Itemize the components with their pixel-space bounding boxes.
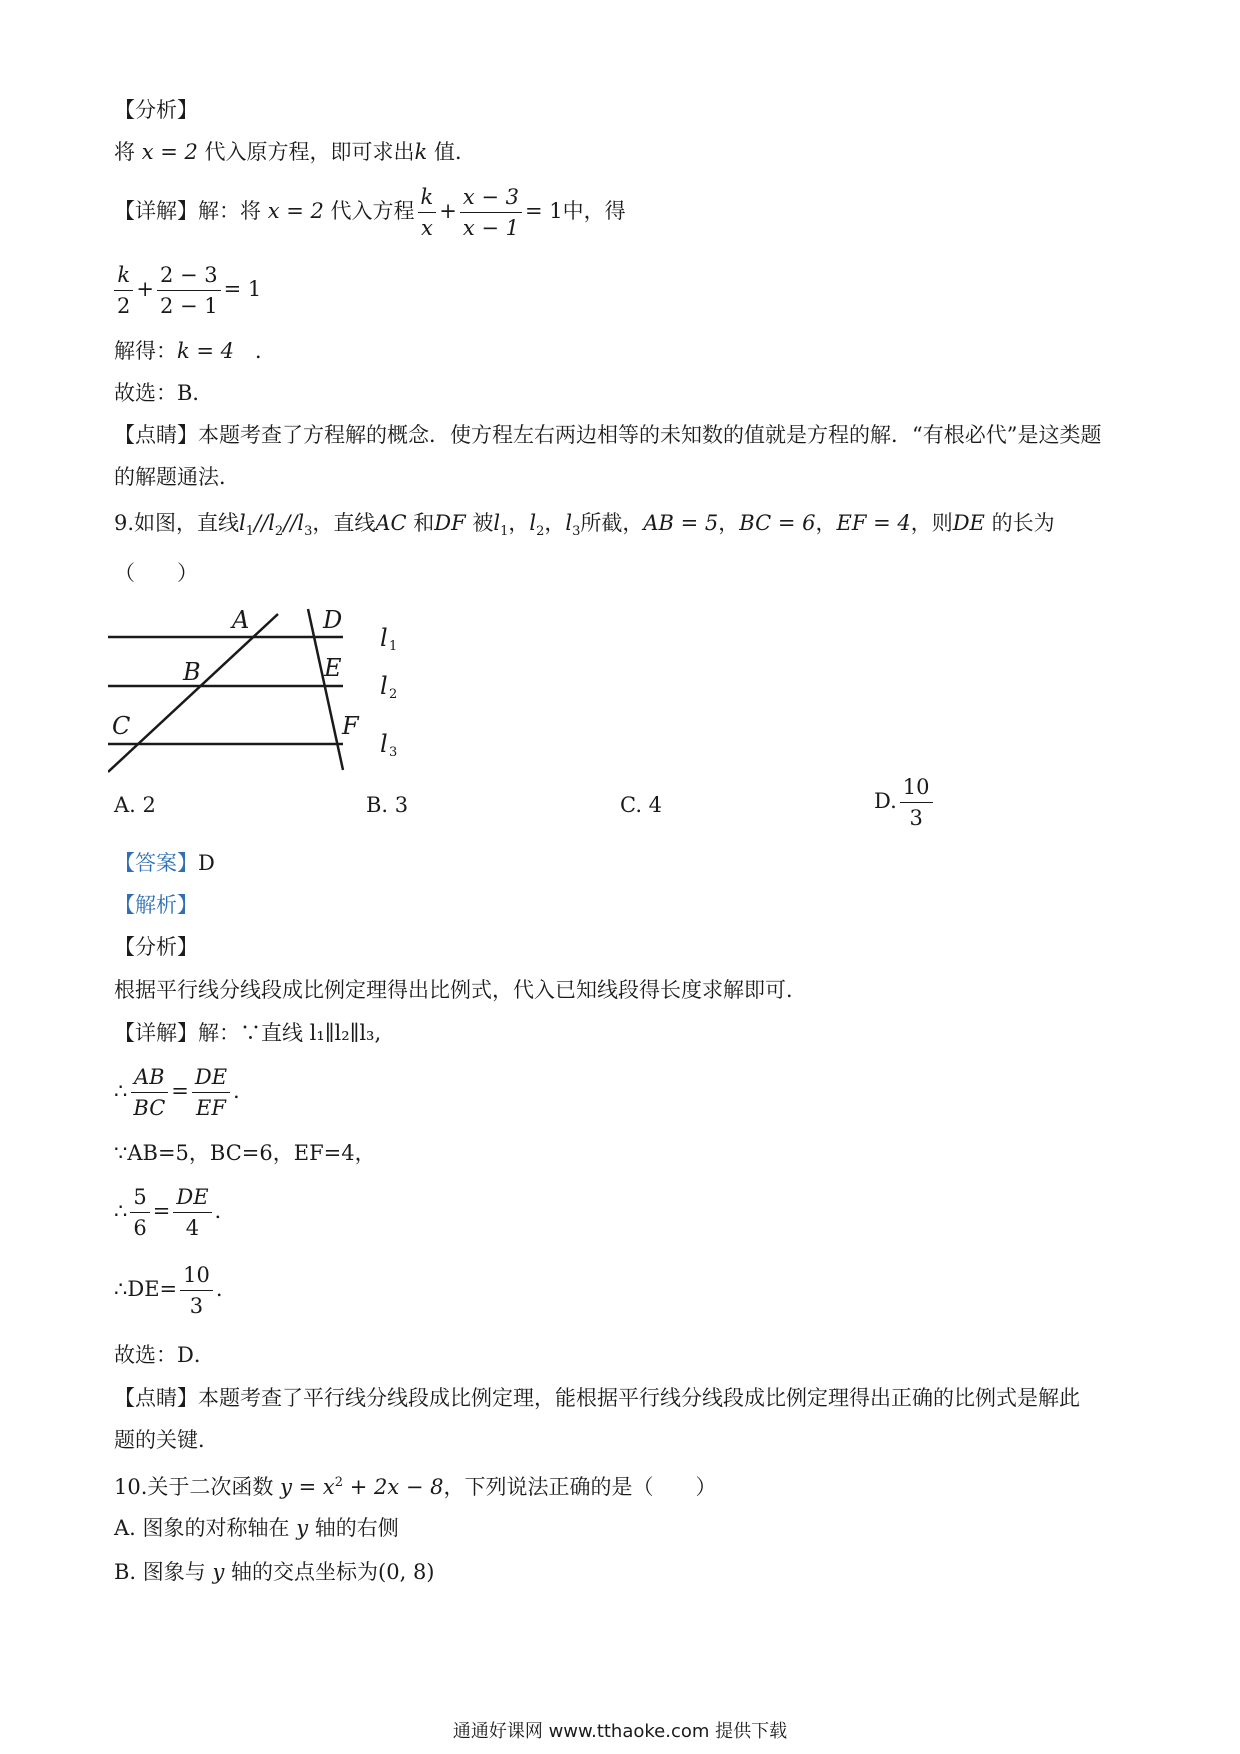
q9-stem: 9.如图，直线$l_1//l_2//l_3$，直线AC 和DF 被$l_1$，$l_2$，$l_3$所截，AB = 5，BC = 6，EF = 4，则DE 的长为 bbox=[114, 511, 1055, 540]
ratio-ab-bc: $\frac{AB}{BC}$ bbox=[130, 1062, 168, 1123]
q9-jiexi-heading: 【解析】 bbox=[114, 893, 198, 917]
label-l1: l bbox=[380, 624, 388, 652]
q8-fraction-numbers: $\frac{2 - 3}{2 - 1}$ bbox=[157, 260, 221, 321]
label-l3: l bbox=[380, 730, 388, 758]
q9-dianjing-2: 题的关键． bbox=[114, 1428, 219, 1452]
q8-dianjing-2: 的解题通法． bbox=[114, 465, 240, 489]
label-l2-sub: 2 bbox=[389, 687, 398, 702]
q9-ratio-equation: ∴ $\frac{AB}{BC}$ = $\frac{DE}{EF}$ . bbox=[114, 1062, 240, 1123]
q9-answer: 【答案】D bbox=[114, 851, 215, 875]
option-c: C. 4 bbox=[620, 793, 663, 817]
q10-option-a: A. 图象的对称轴在 y 轴的右侧 bbox=[114, 1516, 399, 1540]
q8-fraction-k-over-x: $\frac{k}{x}$ bbox=[418, 182, 437, 243]
option-d-fraction: $\frac{10}{3}$ bbox=[900, 772, 933, 833]
option-a: A. 2 bbox=[114, 793, 156, 817]
page-footer: 通通好课网 www.tthaoke.com 提供下载 bbox=[452, 1721, 788, 1742]
q8-fenxi-heading: 【分析】 bbox=[114, 98, 198, 122]
ratio-de-ef: $\frac{DE}{EF}$ bbox=[192, 1062, 230, 1123]
q8-fenxi-text: 将 x = 2 代入原方程，即可求出k 值． bbox=[114, 140, 476, 164]
q10-option-b: B. 图象与 y 轴的交点坐标为(0, 8) bbox=[114, 1560, 435, 1584]
de-fraction: $\frac{10}{3}$ bbox=[180, 1260, 213, 1321]
q8-substitution: $\frac{k}{2}$ + $\frac{2 - 3}{2 - 1}$ = 1 bbox=[114, 260, 261, 321]
q8-fraction-k-over-2: $\frac{k}{2}$ bbox=[114, 260, 133, 321]
q9-fenxi-text: 根据平行线分线段成比例定理得出比例式，代入已知线段得长度求解即可． bbox=[114, 978, 807, 1002]
q9-fenxi-heading: 【分析】 bbox=[114, 935, 198, 959]
q9-paren: （ ） bbox=[114, 561, 198, 585]
parallel-lines-diagram bbox=[108, 604, 418, 774]
q9-substituted-ratio: ∴ $\frac{5}{6}$ = $\frac{DE}{4}$ . bbox=[114, 1182, 221, 1243]
label-a: A bbox=[232, 606, 250, 634]
q8-xiangjie-line: 【详解】解：将 x = 2 代入方程 $\frac{k}{x}$ + $\frac{x - 3}{x - 1}$ = 1中，得 bbox=[114, 182, 626, 243]
option-d: D. $\frac{10}{3}$ bbox=[874, 772, 936, 833]
label-e: E bbox=[324, 654, 342, 682]
label-b: B bbox=[183, 658, 201, 686]
q9-given: ∵AB=5，BC=6，EF=4， bbox=[114, 1141, 376, 1165]
label-l1-sub: 1 bbox=[389, 639, 398, 654]
ratio-5-6: $\frac{5}{6}$ bbox=[130, 1182, 149, 1243]
q8-dianjing-1: 【点睛】本题考查了方程解的概念．使方程左右两边相等的未知数的值就是方程的解．“有根必代”是这类题 bbox=[114, 423, 1102, 447]
label-l3-sub: 3 bbox=[389, 745, 398, 760]
q9-dianjing-1: 【点睛】本题考查了平行线分线段成比例定理，能根据平行线分线段成比例定理得出正确的比例式是解此 bbox=[114, 1386, 1080, 1410]
q8-jiede: 解得：k = 4 ． bbox=[114, 339, 277, 363]
ratio-de-4: $\frac{DE}{4}$ bbox=[173, 1182, 211, 1243]
option-b: B. 3 bbox=[366, 793, 409, 817]
q10-stem: 10.关于二次函数 $y = x^2 + 2x - 8$，下列说法正确的是（ ） bbox=[114, 1475, 717, 1499]
label-d: D bbox=[323, 606, 343, 634]
label-f: F bbox=[342, 712, 359, 740]
label-l2: l bbox=[380, 672, 388, 700]
q9-guxuan: 故选：D． bbox=[114, 1343, 215, 1367]
label-c: C bbox=[112, 712, 131, 740]
q9-de-result: ∴DE= $\frac{10}{3}$ . bbox=[114, 1260, 223, 1321]
q9-xiangjie: 【详解】解：∵直线 l₁∥l₂∥l₃, bbox=[114, 1021, 382, 1045]
parallel-lines-figure bbox=[108, 604, 418, 778]
q8-fraction-x: $\frac{x - 3}{x - 1}$ bbox=[460, 182, 522, 243]
q8-guxuan: 故选：B． bbox=[114, 381, 214, 405]
